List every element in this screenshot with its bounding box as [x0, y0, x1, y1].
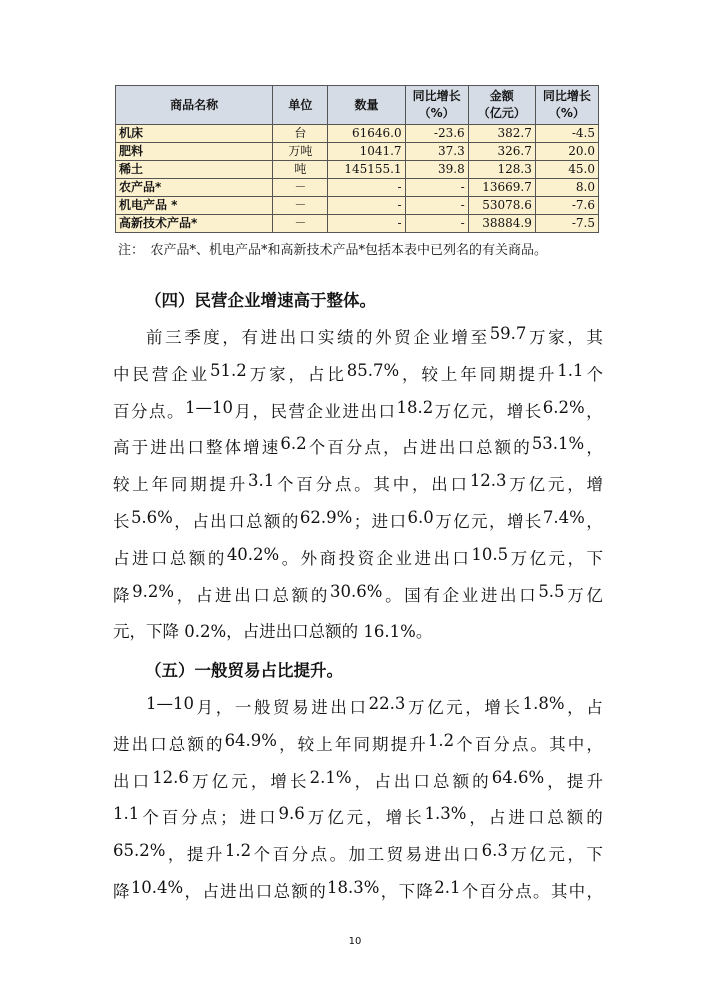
paragraph-line: 较 上 年 同 期 提 升 3.1 个 百 分 点 。 其 中 ， 出 口 12.3 万 亿 元 ， 增 [113, 471, 603, 495]
header-unit: 单位 [273, 86, 328, 125]
table-cell: 38884.9 [468, 215, 535, 233]
table-row [116, 161, 599, 179]
table-cell: 145155.1 [328, 161, 405, 179]
section-heading-5: （五）一般贸易占比提升。 [145, 661, 343, 680]
table-cell: 128.3 [468, 161, 535, 179]
header-name: 商品名称 [116, 86, 273, 125]
table-cell: － [273, 215, 328, 233]
section-heading-4: （四）民营企业增速高于整体。 [145, 291, 376, 310]
paragraph-line: 高 于 进 出 口 整 体 增 速 6.2 个 百 分 点 ， 占 进 出 口 总 额 的 53.1% ， [113, 434, 603, 458]
table-cell: 万吨 [273, 143, 328, 161]
table-cell: 20.0 [535, 143, 598, 161]
table-cell: - [405, 197, 468, 215]
table-cell: 台 [273, 125, 328, 143]
paragraph-line: 65.2% ， 提 升 1.2 个 百 分 点 。 加 工 贸 易 进 出 口 6.3 万 亿 元 ， 下 [113, 841, 603, 865]
header-amount-growth: 同比增长 （%） [535, 86, 598, 125]
table-cell: - [405, 179, 468, 197]
table-cell: 机床 [116, 125, 273, 143]
table-cell: 农产品* [116, 179, 273, 197]
table-cell: 吨 [273, 161, 328, 179]
paragraph-line: 1.1 个 百 分 点 ； 进 口 9.6 万 亿 元 ， 增 长 1.3% ， 占 进 口 总 额 的 [113, 804, 603, 828]
table-row [116, 197, 599, 215]
table-cell: - [328, 179, 405, 197]
table-cell: 37.3 [405, 143, 468, 161]
table-row [116, 143, 599, 161]
table-cell: 8.0 [535, 179, 598, 197]
table-cell: 高新技术产品* [116, 215, 273, 233]
table-cell: -23.6 [405, 125, 468, 143]
paragraph-line: 长 5.6% ， 占 出 口 总 额 的 62.9% ； 进 口 6.0 万 亿 元 ， 增 长 7.4% ， [113, 508, 603, 531]
table-note: 注： 农产品*、机电产品*和高新技术产品*包括本表中已列名的有关商品。 [118, 243, 548, 258]
paragraph-line: 1—10 月 ， 一 般 贸 易 进 出 口 22.3 万 亿 元 ， 增 长 1.8% ， 占 [146, 694, 603, 717]
paragraph-line: 中 民 营 企 业 51.2 万 家 ， 占 比 85.7% ， 较 上 年 同 期 提 升 1.1 个 [113, 360, 603, 384]
commodity-table [115, 85, 599, 233]
paragraph-line: 出 口 12.6 万 亿 元 ， 增 长 2.1% ， 占 出 口 总 额 的 64.6% ， 提 升 [113, 767, 603, 791]
paragraph-line: 降 10.4% ， 占 进 出 口 总 额 的 18.3% ， 下 降 2.1 个 百 分 点 。 其 中 ， [113, 878, 603, 901]
table-row [116, 179, 599, 197]
table-row [116, 125, 599, 143]
table-cell: 326.7 [468, 143, 535, 161]
table-cell: － [273, 179, 328, 197]
table-header-row [116, 86, 599, 125]
paragraph-line: 百 分 点 。 1—10 月 ， 民 营 企 业 进 出 口 18.2 万 亿 元 ， 增 长 6.2% ， [113, 397, 603, 421]
table-cell: 45.0 [535, 161, 598, 179]
table-cell: - [405, 215, 468, 233]
table-cell: － [273, 197, 328, 215]
table-cell: 13669.7 [468, 179, 535, 197]
table-cell: 机电产品 * [116, 197, 273, 215]
paragraph-line: 降 9.2% ， 占 进 出 口 总 额 的 30.6% 。 国 有 企 业 进 出 口 5.5 万 亿 [113, 581, 603, 605]
table-cell: -7.5 [535, 215, 598, 233]
table-cell: -7.6 [535, 197, 598, 215]
table-cell: 61646.0 [328, 125, 405, 143]
paragraph-line: 进 出 口 总 额 的 64.9% ， 较 上 年 同 期 提 升 1.2 个 百 分 点 。 其 中 ， [113, 730, 603, 754]
table-cell: 382.7 [468, 125, 535, 143]
header-amount: 金额 （亿元） [468, 86, 535, 125]
header-qty-growth: 同比增长 （%） [405, 86, 468, 125]
table-cell: 1041.7 [328, 143, 405, 161]
paragraph-line: 元，下降 0.2%，占进出口总额的 16.1%。 [113, 622, 433, 642]
table-row [116, 215, 599, 233]
table-cell: 53078.6 [468, 197, 535, 215]
paragraph-line: 前 三 季 度 ， 有 进 出 口 实 绩 的 外 贸 企 业 增 至 59.7 万 家 ， 其 [146, 324, 603, 347]
table-cell: -4.5 [535, 125, 598, 143]
table-cell: 稀土 [116, 161, 273, 179]
table-cell: - [328, 197, 405, 215]
page-number: 10 [348, 936, 362, 947]
table-cell: - [328, 215, 405, 233]
table-cell: 39.8 [405, 161, 468, 179]
header-qty: 数量 [328, 86, 405, 125]
paragraph-line: 占 进 口 总 额 的 40.2% 。 外 商 投 资 企 业 进 出 口 10.5 万 亿 元 ， 下 [113, 544, 603, 568]
table-cell: 肥料 [116, 143, 273, 161]
